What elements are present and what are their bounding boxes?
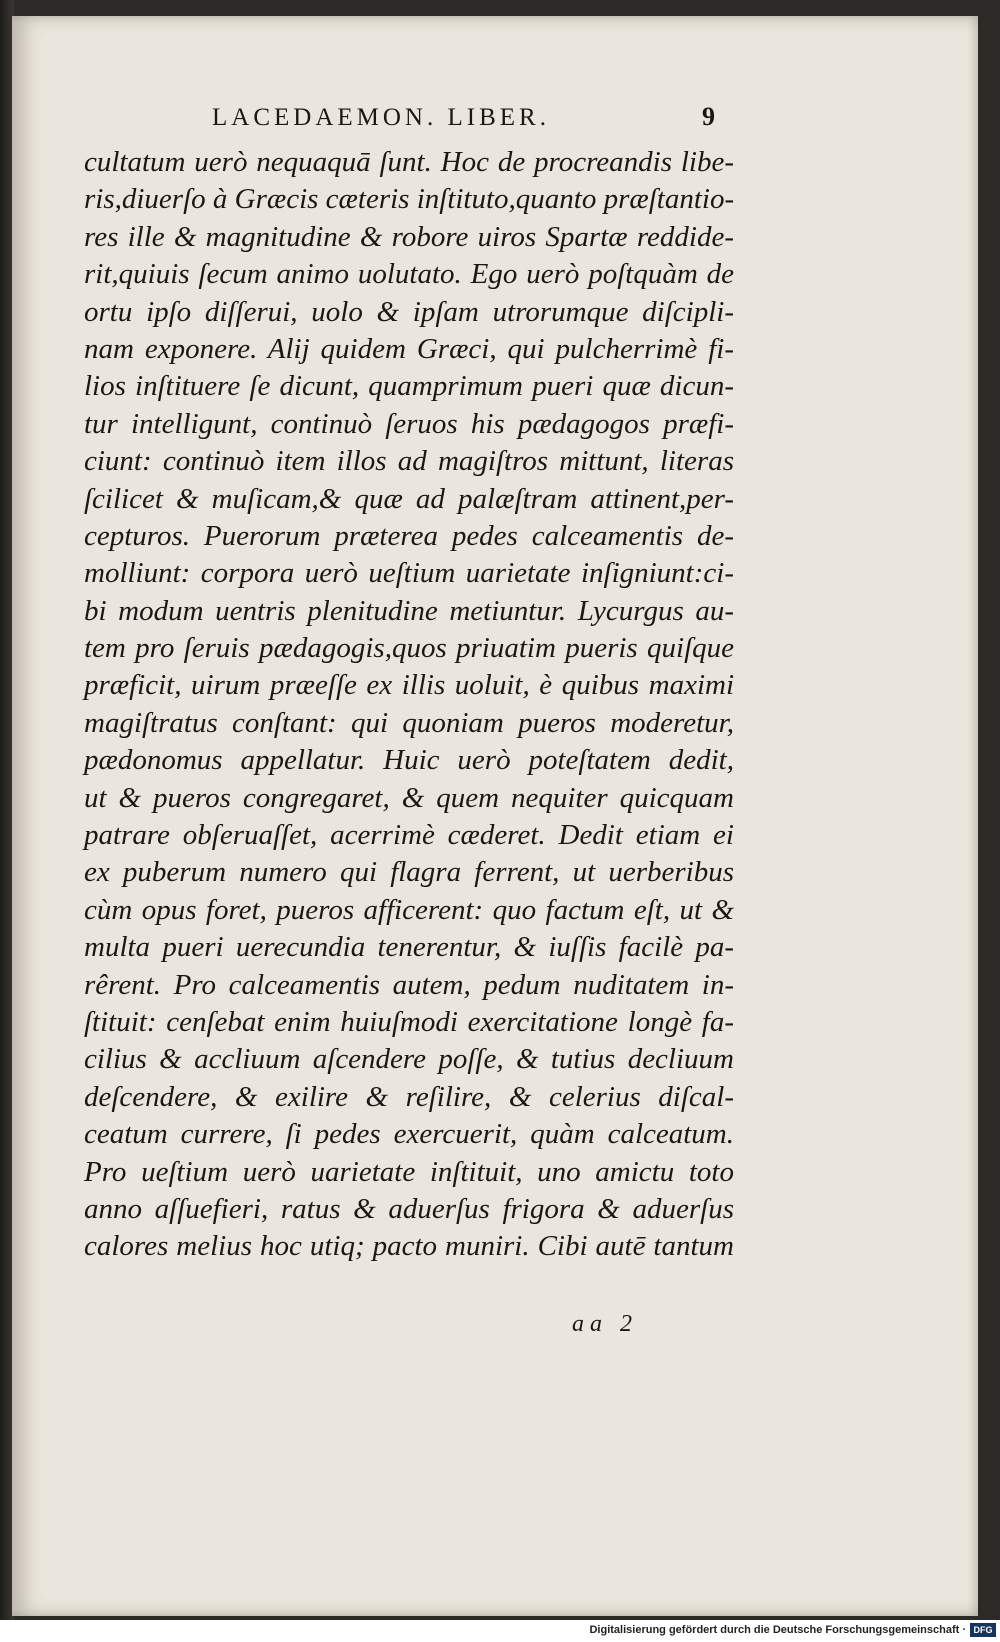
text-line: ex puberum numero qui flagra ferrent, ut uerberibus (84, 856, 734, 889)
text-line: Pro ueſtium uerò uarietate inſtituit, uno amictu toto (84, 1155, 734, 1188)
text-line: pædonomus appellatur. Huic uerò poteſtatem dedit, (84, 744, 734, 777)
running-head: LACEDAEMON. LIBER. (212, 104, 550, 131)
text-line: ortu ipſo diſſerui, uolo & ipſam utrorumque diſcipli- (84, 295, 734, 328)
text-line: rit,quiuis ſecum animo uolutato. Ego uerò poſtquàm de (84, 258, 734, 291)
text-line: cultatum uerò nequaquā ſunt. Hoc de procreandis libe- (84, 146, 734, 178)
text-line: ceatum currere, ſi pedes exercuerit, quàm calceatum. (84, 1118, 734, 1151)
page-number: 9 (702, 102, 715, 131)
text-line: res ille & magnitudine & robore uiros Spartæ reddide- (84, 220, 734, 253)
funding-credit: Digitalisierung gefördert durch die Deutsche Forschungsgemeinschaft · (589, 1624, 966, 1636)
text-line: cùm opus foret, pueros afficerent: quo factum eſt, ut & (84, 893, 734, 926)
text-line: magiſtratus conſtant: qui quoniam pueros moderetur, (84, 706, 734, 739)
text-line: ut & pueros congregaret, & quem nequiter quicquam (84, 781, 734, 814)
dfg-logo: DFG (970, 1623, 996, 1637)
signature-mark: aa 2 (572, 1311, 638, 1337)
text-line: patrare obſeruaſſet, acerrimè cæderet. Dedit etiam ei (84, 819, 734, 852)
text-line: rêrent. Pro calceamentis autem, pedum nuditatem in- (84, 968, 734, 1001)
text-line: molliunt: corpora uerò ueſtium uarietate inſigniunt:ci- (84, 557, 734, 590)
text-line: ciunt: continuò item illos ad magiſtros mittunt, literas (84, 445, 734, 478)
text-line: ſcilicet & muſicam,& quæ ad palæſtram attinent,per- (84, 482, 734, 515)
text-line: lios inſtituere ſe dicunt, quamprimum pueri quæ dicun- (84, 370, 734, 403)
text-line: calores melius hoc utiq; pacto muniri. Cibi autē tantum (84, 1230, 734, 1263)
text-line: tur intelligunt, continuò ſeruos his pædagogos præfi- (84, 407, 734, 440)
text-line: tem pro ſeruis pædagogis,quos priuatim pueris quiſque (84, 632, 734, 665)
text-line: deſcendere, & exilire & reſilire, & celerius diſcal- (84, 1080, 734, 1113)
text-line: cilius & accliuum aſcendere poſſe, & tutius decliuum (84, 1043, 734, 1076)
text-line: nam exponere. Alij quidem Græci, qui pulcherrimè fi- (84, 332, 734, 365)
footer-bar (0, 1620, 1000, 1642)
book-page (12, 16, 978, 1616)
body-text (84, 144, 734, 1266)
text-line: anno aſſuefieri, ratus & aduerſus frigora & aduerſus (84, 1192, 734, 1225)
text-line: ris,diuerſo à Græcis cæteris inſtituto,quanto præſtantio- (84, 183, 735, 216)
text-line: ſtituit: cenſebat enim huiuſmodi exercitatione longè fa- (84, 1005, 734, 1038)
text-line: cepturos. Puerorum præterea pedes calceamentis de- (84, 519, 734, 552)
text-line: præficit, uirum præeſſe ex illis uoluit, è quibus maximi (84, 669, 734, 702)
text-line: multa pueri uerecundia tenerentur, & iuſſis facilè pa- (84, 931, 734, 964)
text-line: bi modum uentris plenitudine metiuntur. Lycurgus au- (84, 594, 734, 627)
